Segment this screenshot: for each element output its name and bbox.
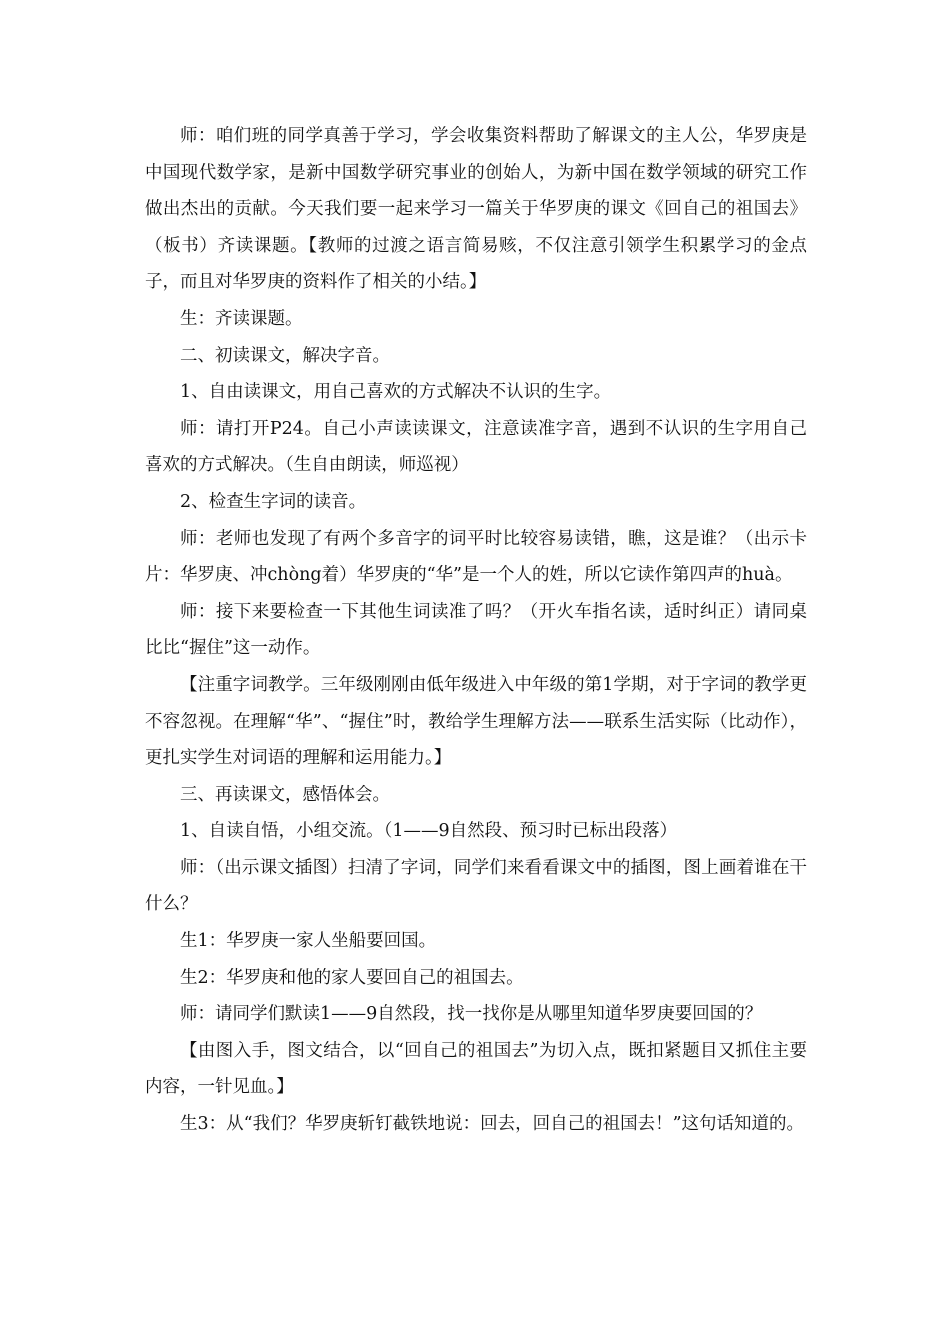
paragraph-polyphonic-words: 师：老师也发现了有两个多音字的词平时比较容易读错，瞧，这是谁？（出示卡片：华罗庚、冲chòng着）华罗庚的“华”是一个人的姓，所以它读作第四声的huà。 xyxy=(145,528,807,586)
document-body xyxy=(145,118,807,1143)
paragraph-student-2: 生2：华罗庚和他的家人要回自己的祖国去。 xyxy=(180,967,524,988)
paragraph-check-other-words: 师：接下来要检查一下其他生词读准了吗？（开火车指名读，适时纠正）请同桌比比“握住”这一动作。 xyxy=(145,601,807,659)
paragraph-student-3: 生3：从“我们？华罗庚斩钉截铁地说：回去，回自己的祖国去！”这句话知道的。 xyxy=(180,1114,805,1135)
comment-vocabulary-teaching: 【注重字词教学。三年级刚刚由低年级进入中年级的第1学期，对于字词的教学更不容忽视。在理解“华”、“握住”时，教给学生理解方法——联系生活实际（比动作），更扎实学生对词语的理解和运用能力。】 xyxy=(145,674,807,769)
paragraph-teacher-open-book: 师：请打开P24。自己小声读读课文，注意读准字音，遇到不认识的生字用自己喜欢的方式解决。（生自由朗读，师巡视） xyxy=(145,418,807,476)
step-check-pronunciation: 2、检查生字词的读音。 xyxy=(180,491,367,512)
step-self-study-group: 1、自读自悟，小组交流。（1——9自然段、预习时已标出段落） xyxy=(180,821,678,842)
paragraph-students-read-title: 生：齐读课题。 xyxy=(180,308,303,329)
paragraph-student-1: 生1：华罗庚一家人坐船要回国。 xyxy=(180,931,437,952)
paragraph-silent-reading: 师：请同学们默读1——9自然段，找一找你是从哪里知道华罗庚要回国的？ xyxy=(180,1004,763,1025)
comment-image-text: 【由图入手，图文结合，以“回自己的祖国去”为切入点，既扣紧题目又抓住主要内容，一针见血。】 xyxy=(145,1040,807,1098)
paragraph-illustration-question: 师：（出示课文插图）扫清了字词，同学们来看看课文中的插图，图上画着谁在干什么？ xyxy=(145,857,807,915)
section-heading-first-reading: 二、初读课文，解决字音。 xyxy=(180,345,390,366)
step-free-reading: 1、自由读课文，用自己喜欢的方式解决不认识的生字。 xyxy=(180,382,612,403)
paragraph-intro-teacher: 师：咱们班的同学真善于学习，学会收集资料帮助了解课文的主人公，华罗庚是中国现代数学家，是新中国数学研究事业的创始人，为新中国在数学领域的研究工作做出杰出的贡献。今天我们要一起来学习一篇关于华罗庚的课文《回自己的祖国去》（板书）齐读课题。【教师的过渡之语言简易赅，不仅注意引领学生积累学习的金点子，而且对华罗庚的资料作了相关的小结。】 xyxy=(145,126,807,293)
section-heading-second-reading: 三、再读课文，感悟体会。 xyxy=(180,784,390,805)
